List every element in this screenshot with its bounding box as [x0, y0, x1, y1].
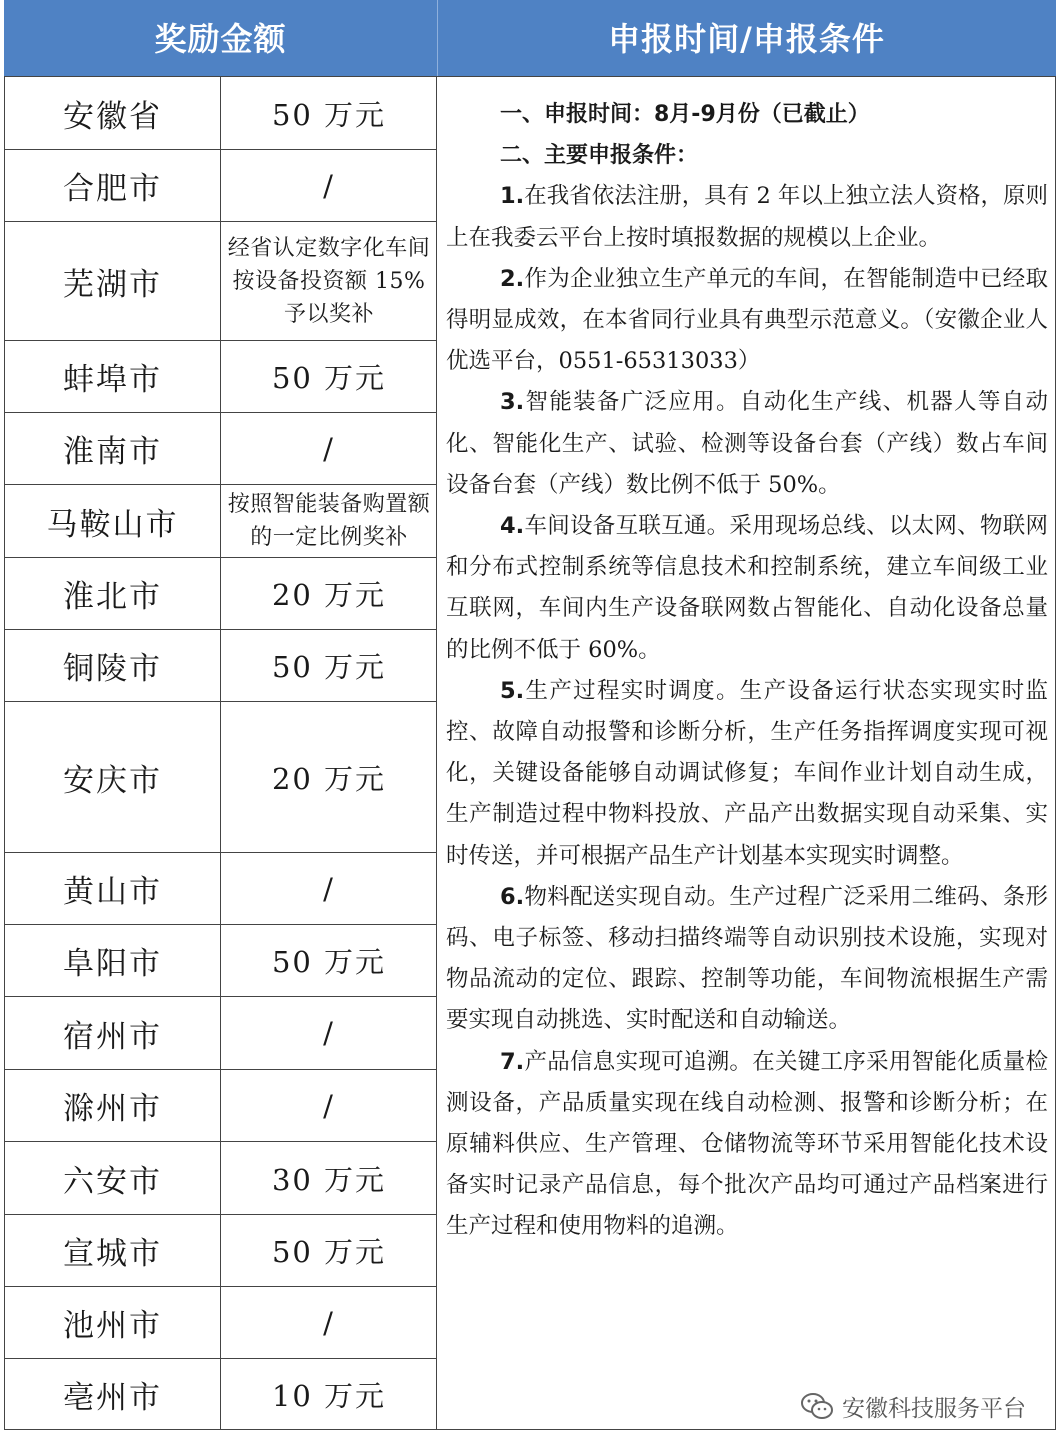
city-name: 蚌埠市 [63, 362, 162, 398]
table-row [5, 1215, 437, 1287]
condition-item [446, 259, 1048, 383]
reward-amount: / [323, 1088, 335, 1123]
section-heading-conditions: 二、主要申报条件： [500, 143, 699, 169]
city-name: 马鞍山市 [46, 506, 179, 543]
table-header [4, 0, 1056, 76]
condition-number: 5. [500, 677, 525, 704]
condition-text: 车间设备互联互通。采用现场总线、以太网、物联网和分布式控制系统等信息技术和控制系统，建立车间级工业互联网，车间内生产设备联网数占智能化、自动化设备总量的比例不低于 60%。 [446, 513, 1048, 663]
city-name: 芜湖市 [63, 266, 162, 303]
city-name: 安庆市 [63, 762, 162, 799]
condition-item [446, 877, 1048, 1042]
city-name: 淮南市 [63, 434, 162, 470]
city-name: 池州市 [63, 1308, 162, 1344]
reward-amount: / [323, 431, 335, 466]
table-row [5, 341, 437, 413]
table-row [5, 413, 437, 485]
reward-amount: 10 万元 [271, 1378, 387, 1413]
city-name: 淮北市 [63, 579, 162, 615]
table-row [5, 997, 437, 1070]
table-row [5, 485, 437, 558]
condition-text: 智能装备广泛应用。自动化生产线、机器人等自动化、智能化生产、试验、检测等设备台套（产线）数占车间设备台套（产线）数比例不低于 50%。 [446, 389, 1048, 498]
table-row [5, 222, 437, 341]
reward-amount: / [323, 168, 335, 203]
condition-item [446, 1042, 1048, 1248]
table-row [5, 702, 437, 853]
condition-number: 6. [500, 883, 525, 910]
table-row [5, 558, 437, 630]
city-name: 六安市 [63, 1163, 162, 1200]
reward-amount: 经省认定数字化车间按设备投资额 15%予以奖补 [227, 235, 431, 327]
reward-amount: 20 万元 [271, 578, 387, 612]
city-name: 阜阳市 [63, 946, 162, 982]
condition-text: 作为企业独立生产单元的车间，在智能制造中已经取得明显成效，在本省同行业具有典型示范意义。（安徽企业人优选平台，0551-65313033） [446, 265, 1048, 375]
reward-amount: 50 万元 [271, 945, 387, 979]
condition-item [446, 671, 1048, 877]
condition-text: 生产过程实时调度。生产设备运行状态实现实时监控、故障自动报警和诊断分析，生产任务指挥调度实现可视化，关键设备能够自动调试修复；车间作业计划自动生成，生产制造过程中物料投放、产品产出数据实现自动采集、实时传送，并可根据产品生产计划基本实现实时调整。 [446, 677, 1048, 869]
table-row [5, 630, 437, 702]
city-name: 黄山市 [63, 874, 162, 910]
table-row [5, 1070, 437, 1142]
reward-amount: 50 万元 [271, 361, 387, 395]
table-row [5, 1142, 437, 1215]
city-name: 宣城市 [63, 1236, 162, 1272]
watermark [800, 1388, 1026, 1424]
reward-amount: 50 万元 [271, 650, 387, 684]
reward-amount: 20 万元 [271, 761, 387, 796]
table-row [5, 1287, 437, 1359]
reward-amount: 50 万元 [271, 97, 387, 132]
wechat-icon [800, 1391, 834, 1421]
reward-amount: / [323, 1016, 335, 1050]
condition-text: 物料配送实现自动。生产过程广泛采用二维码、条形码、电子标签、移动扫描终端等自动识别技术设施，实现对物品流动的定位、跟踪、控制等功能，车间物流根据生产需要实现自动挑选、实时配送和自动输送。 [446, 883, 1048, 1034]
condition-text: 产品信息实现可追溯。在关键工序采用智能化质量检测设备，产品质量实现在线自动检测、报警和诊断分析；在原辅料供应、生产管理、仓储物流等环节采用智能化技术设备实时记录产品信息，每个批次产品均可通过产品档案进行生产过程和使用物料的追溯。 [446, 1048, 1048, 1240]
application-conditions-text [446, 94, 1048, 1248]
city-name: 安徽省 [63, 98, 162, 135]
reward-amount: 按照智能装备购置额的一定比例奖补 [227, 492, 431, 550]
condition-number: 7. [500, 1048, 525, 1075]
condition-item [446, 176, 1048, 258]
reward-amount: 50 万元 [271, 1235, 387, 1269]
reward-amount: / [323, 1305, 335, 1340]
city-name: 合肥市 [63, 171, 162, 207]
table-row [5, 853, 437, 925]
table-row [5, 77, 437, 150]
header-application-conditions: 申报时间/申报条件 [608, 20, 885, 58]
condition-number: 3. [500, 389, 525, 416]
condition-item [446, 382, 1048, 506]
header-reward-amount: 奖励金额 [154, 20, 287, 58]
table-row [5, 1359, 437, 1429]
condition-number: 2. [500, 265, 525, 292]
watermark-text: 安徽科技服务平台 [842, 1395, 1026, 1422]
condition-number: 1. [500, 183, 525, 210]
table-row [5, 925, 437, 997]
city-name: 铜陵市 [63, 651, 162, 687]
condition-text: 在我省依法注册，具有 2 年以上独立法人资格，原则上在我委云平台上按时填报数据的规模以上企业。 [446, 183, 1048, 251]
table-row [5, 150, 437, 222]
condition-number: 4. [500, 513, 525, 540]
reward-amount: 30 万元 [271, 1162, 387, 1197]
reward-amount: / [323, 871, 335, 906]
city-name: 滁州市 [63, 1091, 162, 1127]
section-heading-time: 一、申报时间：8月-9月份（已截止） [500, 102, 870, 127]
city-name: 宿州市 [63, 1018, 162, 1055]
city-name: 亳州市 [63, 1379, 162, 1416]
condition-item [446, 506, 1048, 671]
